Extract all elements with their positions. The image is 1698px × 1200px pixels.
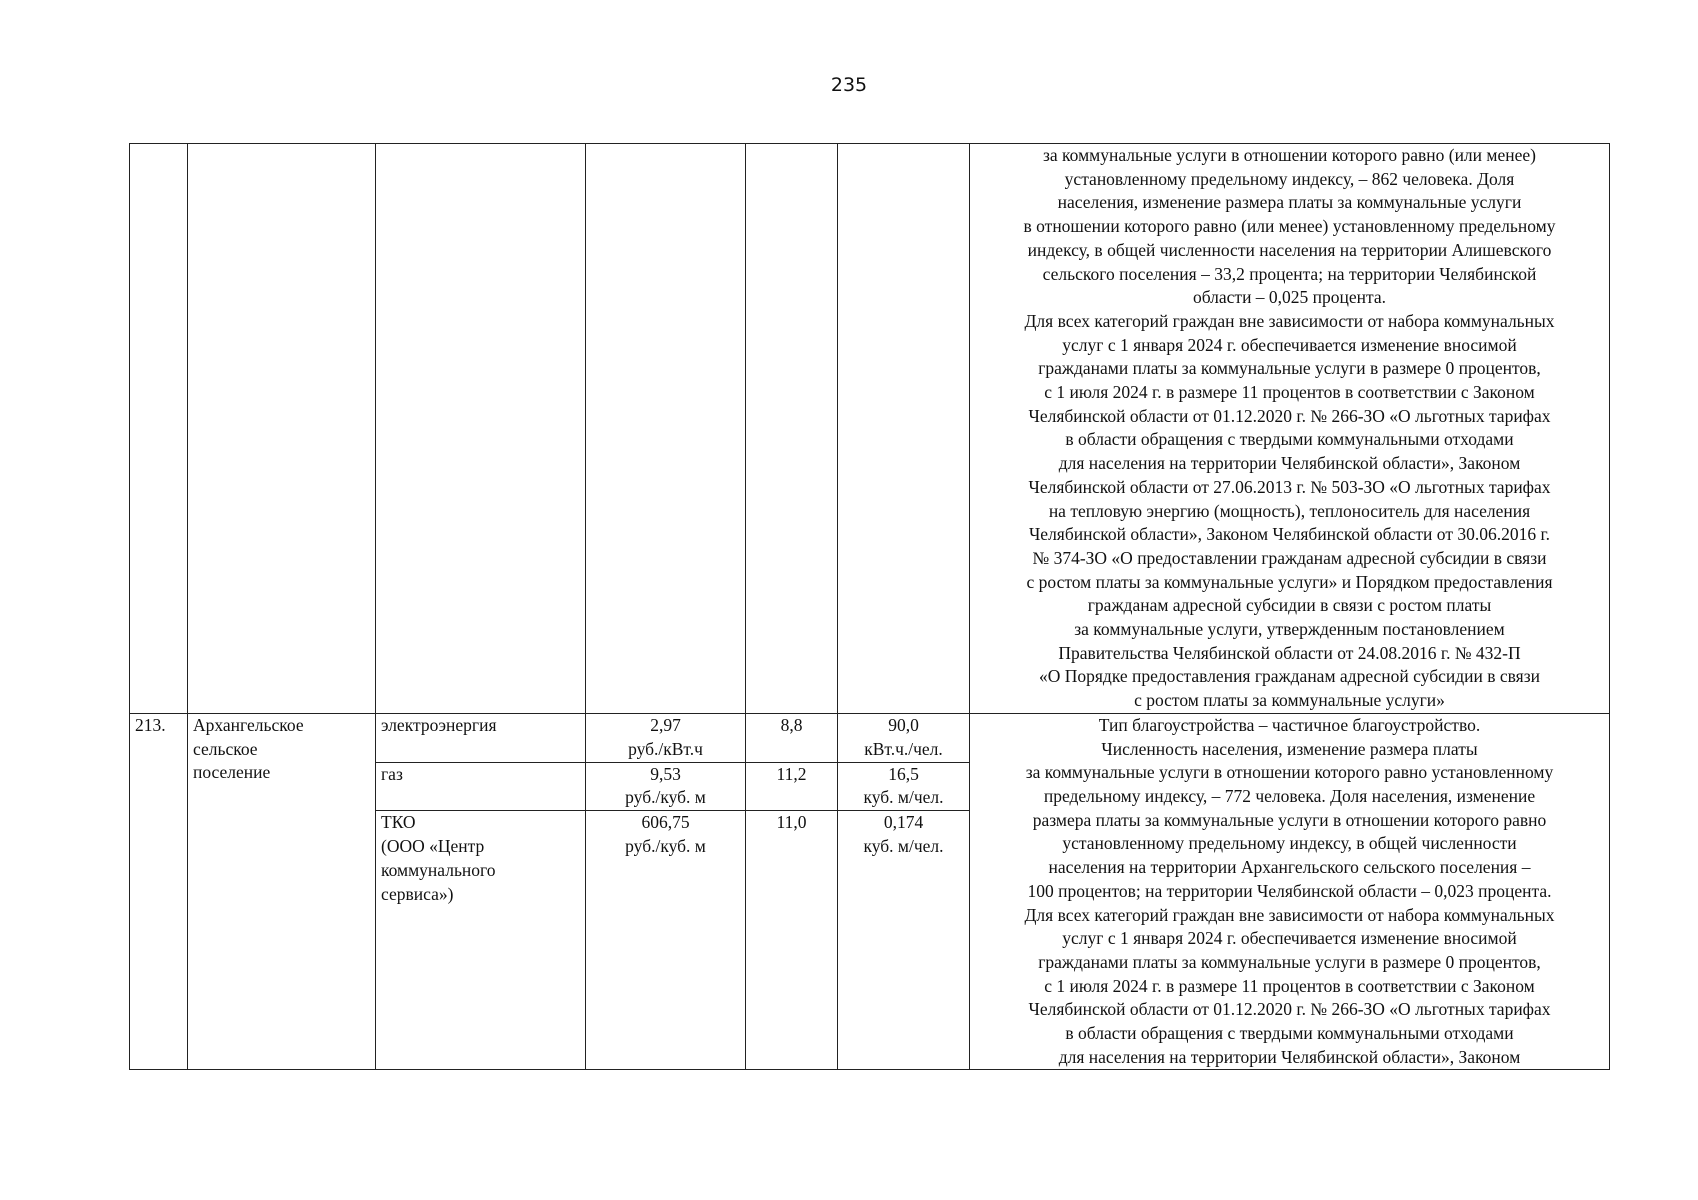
- text-line: сервиса»): [381, 883, 454, 904]
- index-value: 11,0: [746, 811, 838, 1070]
- text-line: 100 процентов; на территории Челябинской области – 0,023 процента.: [1027, 880, 1552, 901]
- text-line: коммунального: [381, 859, 496, 880]
- volume-value: [838, 713, 970, 762]
- text-line: № 374-ЗО «О предоставлении гражданам адресной субсидии в связи: [1032, 547, 1547, 568]
- cell-index-empty: [746, 144, 838, 714]
- text-line: услуг с 1 января 2024 г. обеспечивается изменение вносимой: [1062, 334, 1517, 355]
- text-line: газ: [381, 763, 403, 784]
- text-line: 0,174: [883, 812, 924, 833]
- text-line: населения, изменение размера платы за коммунальные услуги: [1057, 192, 1522, 213]
- text-line: услуг с 1 января 2024 г. обеспечивается изменение вносимой: [1062, 928, 1517, 949]
- tariff-value: [586, 762, 746, 811]
- text-line: за коммунальные услуги в отношении которого равно установленному: [1025, 762, 1554, 783]
- table-row-213-electricity: [130, 713, 1610, 762]
- service-name: [376, 713, 586, 762]
- text-line: поселение: [193, 762, 271, 783]
- text-line: руб./кВт.ч: [628, 738, 703, 759]
- text-line: Численность населения, изменение размера платы: [1101, 738, 1478, 759]
- text-line: Челябинской области от 01.12.2020 г. № 266-ЗО «О льготных тарифах: [1028, 999, 1551, 1020]
- text-line: Для всех категорий граждан вне зависимости от набора коммунальных: [1024, 904, 1555, 925]
- text-line: кВт.ч./чел.: [864, 738, 943, 759]
- text-line: населения на территории Архангельского сельского поселения –: [1048, 857, 1531, 878]
- text-line: Челябинской области от 27.06.2013 г. № 503-ЗО «О льготных тарифах: [1028, 476, 1551, 497]
- row-number: 213.: [130, 713, 188, 1070]
- tariff-table: [129, 143, 1610, 1070]
- cell-volume-empty: [838, 144, 970, 714]
- text-line: в области обращения с твердыми коммунальными отходами: [1065, 429, 1514, 450]
- text-line: установленному предельному индексу, в общей численности: [1062, 833, 1517, 854]
- text-line: предельному индексу, – 772 человека. Доля населения, изменение: [1043, 785, 1536, 806]
- description-text: [975, 714, 1604, 1070]
- text-line: в отношении которого равно (или менее) установленному предельному: [1023, 216, 1556, 237]
- cell-number-empty: [130, 144, 188, 714]
- text-line: с ростом платы за коммунальные услуги»: [1134, 690, 1445, 711]
- text-line: руб./куб. м: [625, 787, 706, 808]
- table-row-continued: [130, 144, 1610, 714]
- text-line: Архангельское: [193, 714, 304, 735]
- text-line: куб. м/чел.: [863, 836, 944, 857]
- text-line: сельского поселения – 33,2 процента; на территории Челябинской: [1042, 263, 1537, 284]
- text-line: 606,75: [641, 812, 690, 833]
- text-line: размера платы за коммунальные услуги в отношении которого равно: [1032, 809, 1547, 830]
- cell-description: [970, 144, 1610, 714]
- text-line: электроэнергия: [381, 714, 497, 735]
- volume-value: [838, 762, 970, 811]
- text-line: 2,97: [650, 714, 681, 735]
- text-line: гражданами платы за коммунальные услуги в размере 0 процентов,: [1038, 951, 1541, 972]
- text-line: 90,0: [888, 714, 919, 735]
- text-line: гражданами платы за коммунальные услуги в размере 0 процентов,: [1038, 358, 1541, 379]
- text-line: за коммунальные услуги, утвержденным постановлением: [1074, 619, 1505, 640]
- tariff-value: [586, 713, 746, 762]
- cell-description: [970, 713, 1610, 1070]
- text-line: на тепловую энергию (мощность), теплоноситель для населения: [1048, 500, 1531, 521]
- settlement-name: [188, 713, 376, 1070]
- service-name: [376, 762, 586, 811]
- text-line: Правительства Челябинской области от 24.08.2016 г. № 432-П: [1058, 642, 1521, 663]
- volume-value: [838, 811, 970, 1070]
- text-line: Для всех категорий граждан вне зависимости от набора коммунальных: [1024, 310, 1555, 331]
- text-line: ТКО: [381, 812, 416, 833]
- index-value: 11,2: [746, 762, 838, 811]
- text-line: сельское: [193, 738, 258, 759]
- text-line: с ростом платы за коммунальные услуги» и Порядком предоставления: [1026, 571, 1553, 592]
- text-line: области – 0,025 процента.: [1192, 287, 1387, 308]
- description-text: [975, 144, 1604, 713]
- text-line: 16,5: [888, 763, 919, 784]
- text-line: Тип благоустройства – частичное благоустройство.: [1098, 714, 1481, 735]
- text-line: гражданам адресной субсидии в связи с ростом платы: [1087, 595, 1492, 616]
- text-line: Челябинской области», Законом Челябинской области от 30.06.2016 г.: [1028, 524, 1551, 545]
- page-number: 235: [830, 74, 868, 96]
- text-line: Челябинской области от 01.12.2020 г. № 266-ЗО «О льготных тарифах: [1028, 405, 1551, 426]
- service-name: [376, 811, 586, 1070]
- text-line: для населения на территории Челябинской области», Законом: [1058, 1046, 1521, 1067]
- text-line: руб./куб. м: [625, 836, 706, 857]
- text-line: индексу, в общей численности населения на территории Алишевского: [1027, 239, 1552, 260]
- text-line: «О Порядке предоставления гражданам адресной субсидии в связи: [1038, 666, 1541, 687]
- cell-service-empty: [376, 144, 586, 714]
- text-line: с 1 июля 2024 г. в размере 11 процентов в соответствии с Законом: [1044, 975, 1535, 996]
- text-line: в области обращения с твердыми коммунальными отходами: [1065, 1023, 1514, 1044]
- text-line: за коммунальные услуги в отношении которого равно (или менее): [1043, 145, 1536, 165]
- cell-tariff-empty: [586, 144, 746, 714]
- tariff-value: [586, 811, 746, 1070]
- index-value: 8,8: [746, 713, 838, 762]
- text-line: для населения на территории Челябинской области», Законом: [1058, 453, 1521, 474]
- text-line: (ООО «Центр: [381, 836, 485, 857]
- text-line: с 1 июля 2024 г. в размере 11 процентов в соответствии с Законом: [1044, 382, 1535, 403]
- text-line: куб. м/чел.: [863, 787, 944, 808]
- cell-settlement-empty: [188, 144, 376, 714]
- text-line: установленному предельному индексу, – 862 человека. Доля: [1064, 168, 1515, 189]
- text-line: 9,53: [650, 763, 681, 784]
